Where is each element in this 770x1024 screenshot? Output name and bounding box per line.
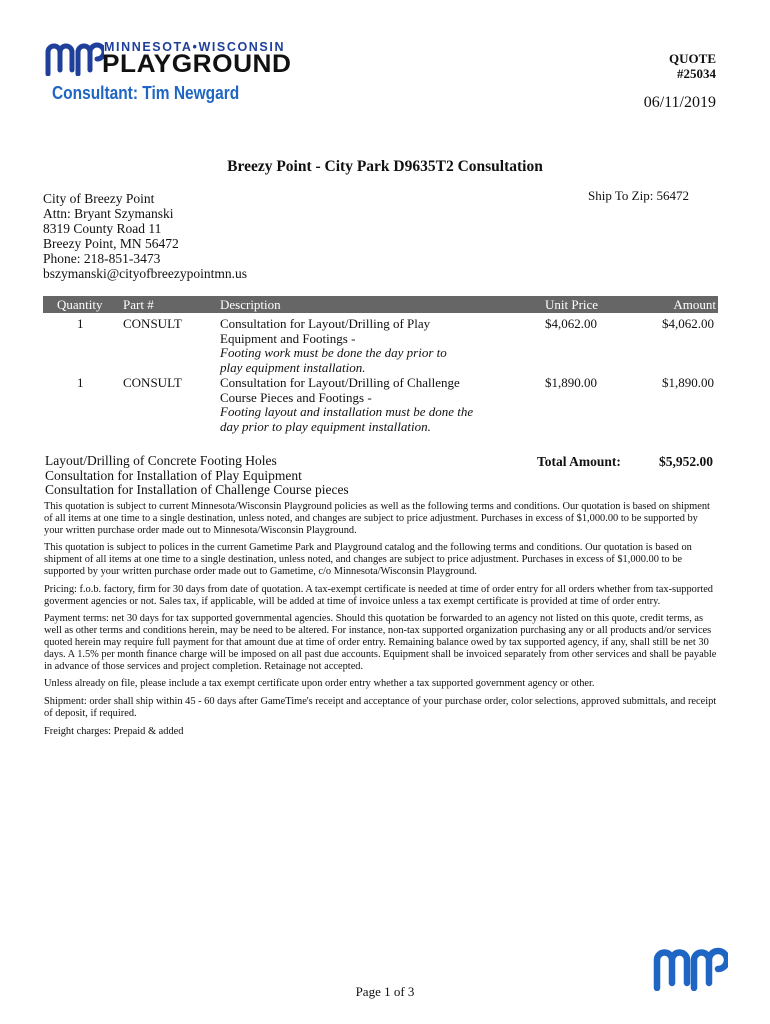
customer-address [43,191,247,281]
row-description [220,376,482,434]
total-label: Total Amount: [537,454,621,469]
customer-street: 8319 County Road 11 [43,221,162,236]
terms-paragraph: Payment terms: net 30 days for tax supported governmental agencies. Should this quotation be forwarded to an agency not listed on this quote, credit terms, as well as other terms and conditions herein, may be need to be altered. For instance, non-tax supported organization purchasing any or all products and/or services quoted herein may require full payment for that amount due at time of order entry. Remaining balance owed by tax supported agency, if any, shall still be net 30 days. A 1.5% per month finance charge will be imposed on all past due accounts. Equipment shall be invoiced separately from other services and shall be payable in advance of those services and project completion. Retainage not accepted. [44,613,717,672]
row-description-text: Consultation for Layout/Drilling of Challenge Course Pieces and Footings - [220,375,460,405]
customer-attn: Attn: Bryant Szymanski [43,206,174,221]
row-amount: $1,890.00 [662,375,714,390]
customer-phone: Phone: 218-851-3473 [43,251,161,266]
consultant-name: Consultant: Tim Newgard [52,83,240,103]
terms-paragraph: Pricing: f.o.b. factory, firm for 30 days from date of quotation. A tax-exempt certificate is needed at time of order entry for all orders whether from tax-supported goverment agencies or not. Sales tax, if applicable, will be added at time of invoice unless a tax exempt certificate is provided at time of order entry. [44,583,714,607]
col-part: Part # [123,297,154,312]
row-unit-price: $1,890.00 [545,375,597,390]
terms-paragraph: This quotation is subject to current Minnesota/Wisconsin Playground policies as well as the following terms and conditions. Our quotation is based on shipment of all items at one time to a single destination, unless noted, and changes are subject to price adjustment. Purchases in excess of $1,000.00 to be supported by your written purchase order made out to Minnesota/Wisconsin Playground. [44,501,710,536]
row-quantity: 1 [77,316,84,331]
row-part: CONSULT [123,316,182,331]
quote-date: 06/11/2019 [643,94,716,111]
summary-line: Layout/Drilling of Concrete Footing Holes [45,453,277,468]
customer-name: City of Breezy Point [43,191,155,206]
total-value: $5,952.00 [659,454,713,469]
row-description [220,317,470,375]
page-number: Page 1 of 3 [355,984,415,999]
customer-email: bszymanski@cityofbreezypointmn.us [43,266,248,281]
document-title: Breezy Point - City Park D9635T2 Consultation [227,158,543,175]
col-description: Description [220,297,281,312]
col-amount: Amount [673,297,716,312]
table-row [43,376,718,434]
line-items-header [43,296,718,313]
summary-line: Consultation for Installation of Play Equipment [45,467,302,483]
row-description-note: Footing layout and installation must be done the day prior to play equipment installation. [220,404,474,434]
row-part: CONSULT [123,375,182,390]
brand-tagline: MINNESOTA•WISCONSIN [104,40,286,54]
terms-paragraph: Unless already on file, please include a tax exempt certificate upon order entry whether a tax supported government agency or other. [44,678,595,690]
col-unit-price: Unit Price [545,297,599,312]
summary-line: Consultation for Installation of Challenge Course pieces [45,482,349,497]
row-quantity: 1 [77,375,84,390]
row-description-text: Consultation for Layout/Drilling of Play Equipment and Footings - [220,316,431,346]
company-logo-mark-icon [44,40,104,76]
customer-city: Breezy Point, MN 56472 [43,236,179,251]
row-unit-price: $4,062.00 [545,316,597,331]
quote-label: QUOTE [669,51,716,66]
terms-paragraph: Shipment: order shall ship within 45 - 60 days after GameTime's receipt and acceptance of your purchase order, color selections, approved submittals, and receipt of deposit, if required. [44,696,717,719]
table-row [43,317,718,375]
terms-paragraph: Freight charges: Prepaid & added [44,725,184,737]
ship-to-zip: Ship To Zip: 56472 [588,188,690,203]
quote-number: #25034 [677,66,716,81]
brand-name: PLAYGROUND [102,50,292,78]
terms-paragraph: This quotation is subject to polices in the current Gametime Park and Playground catalog and the following terms and conditions. Our quotation is based on shipment of all items at one time to a single destination, unless noted, and changes are subject to price adjustment. Purchases in excess of $1,000.00 to be supported by your written purchase order made out to Gametime, c/o Minnesota/Wisconsin Playground. [44,542,692,577]
col-quantity: Quantity [57,297,103,312]
summary-lines [45,454,349,498]
terms-and-conditions [44,501,718,744]
row-amount: $4,062.00 [662,316,714,331]
quote-heading [669,51,716,81]
row-description-note: Footing work must be done the day prior to play equipment installation. [220,345,447,375]
